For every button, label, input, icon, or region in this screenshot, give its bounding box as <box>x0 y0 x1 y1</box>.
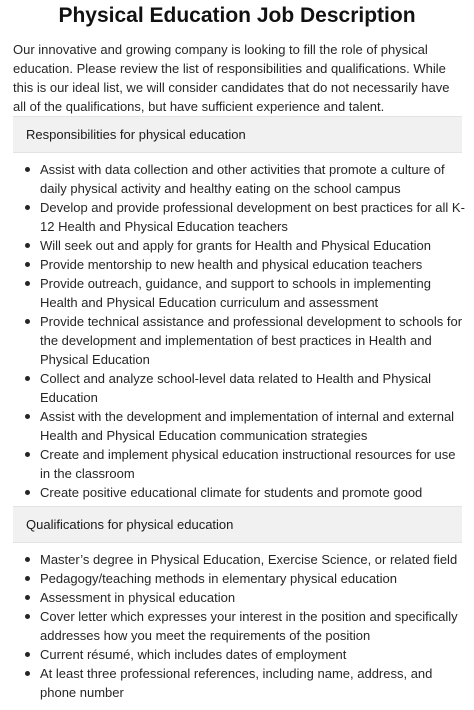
responsibilities-list <box>13 160 465 521</box>
list-item: Pedagogy/teaching methods in elementary physical education <box>13 569 465 588</box>
list-item: Assessment in physical education <box>13 588 465 607</box>
list-item: Assist with the development and implementation of internal and external Health and Physical Education communication strategies <box>13 407 465 445</box>
list-item: Provide technical assistance and professional development to schools for the development and implementation of best practices in Health and Physical Education <box>13 312 465 369</box>
responsibilities-heading: Responsibilities for physical education <box>13 116 462 153</box>
list-item: Create and implement physical education instructional resources for use in the classroom <box>13 445 465 483</box>
list-item: Will seek out and apply for grants for Health and Physical Education <box>13 236 465 255</box>
list-item: Create positive educational climate for students and promote good <box>13 483 465 521</box>
list-item: Current résumé, which includes dates of employment <box>13 645 465 664</box>
list-item: Provide outreach, guidance, and support to schools in implementing Health and Physical Education curriculum and assessment <box>13 274 465 312</box>
list-item: At least three professional references, including name, address, and phone number <box>13 664 465 702</box>
intro-paragraph: Our innovative and growing company is looking to fill the role of physical education. Please review the list of responsibilities and qualifications. While this is our ideal list, we will consider candidates that do not necessarily have all of the qualifications, but have sufficient experience and talent. <box>13 42 450 114</box>
list-item: Develop and provide professional development on best practices for all K-12 Health and Physical Education teachers <box>13 198 465 236</box>
list-item: Cover letter which expresses your interest in the position and specifically addresses how you meet the requirements of the position <box>13 607 465 645</box>
list-item: Master’s degree in Physical Education, Exercise Science, or related field <box>13 550 465 569</box>
list-item: Provide mentorship to new health and physical education teachers <box>13 255 465 274</box>
page-title: Physical Education Job Description <box>58 4 416 27</box>
qualifications-heading: Qualifications for physical education <box>13 506 462 543</box>
qualifications-list <box>13 550 465 702</box>
list-item: Assist with data collection and other activities that promote a culture of daily physical activity and healthy eating on the school campus <box>13 160 465 198</box>
list-item: Collect and analyze school-level data related to Health and Physical Education <box>13 369 465 407</box>
